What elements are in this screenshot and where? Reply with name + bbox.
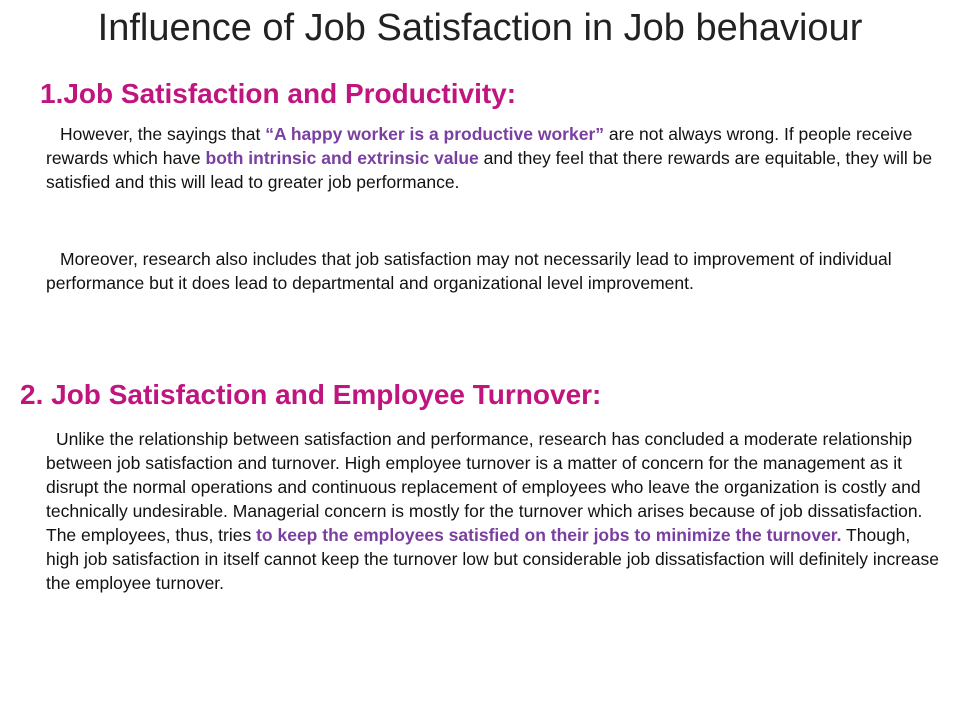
text-run: Unlike the relationship between satisfaction and performance, research has concluded a moderate relationship between job satisfaction and turnover. High employee turnover is a matter of concern for the management as it disrupt the normal operations and continuous replacement of employees who leave the organization is costly and technically undesirable. Managerial concern is mostly for the turnover which arises because of job dissatisfaction. The employees, thus, tries <box>46 429 923 545</box>
slide-title: Influence of Job Satisfaction in Job behaviour <box>97 7 863 49</box>
text-run: Though, high job satisfaction in itself cannot keep the turnover low but considerable job dissatisfaction will definitely increase the employee turnover. <box>46 525 939 593</box>
section-2-heading: 2. Job Satisfaction and Employee Turnover: <box>20 379 602 410</box>
text-run: However, the sayings that <box>60 124 266 144</box>
text-run: are not always wrong. If people receive rewards which have <box>46 124 913 168</box>
text-run: and they feel that there rewards are equitable, they will be satisfied and this will lead to greater job performance. <box>46 148 933 192</box>
highlight-quote: “A happy worker is a productive worker” <box>265 124 605 144</box>
section-1-paragraph-2: Moreover, research also includes that job satisfaction may not necessarily lead to improvement of individual performance but it does lead to departmental and organizational level improvement. <box>46 249 892 293</box>
highlight-value: both intrinsic and extrinsic value <box>205 148 479 168</box>
section-1-heading: 1.Job Satisfaction and Productivity: <box>40 78 517 109</box>
highlight-minimize-turnover: to keep the employees satisfied on their jobs to minimize the turnover. <box>256 525 842 545</box>
section-2-paragraph <box>46 427 946 595</box>
section-1-paragraph-1 <box>46 122 946 194</box>
